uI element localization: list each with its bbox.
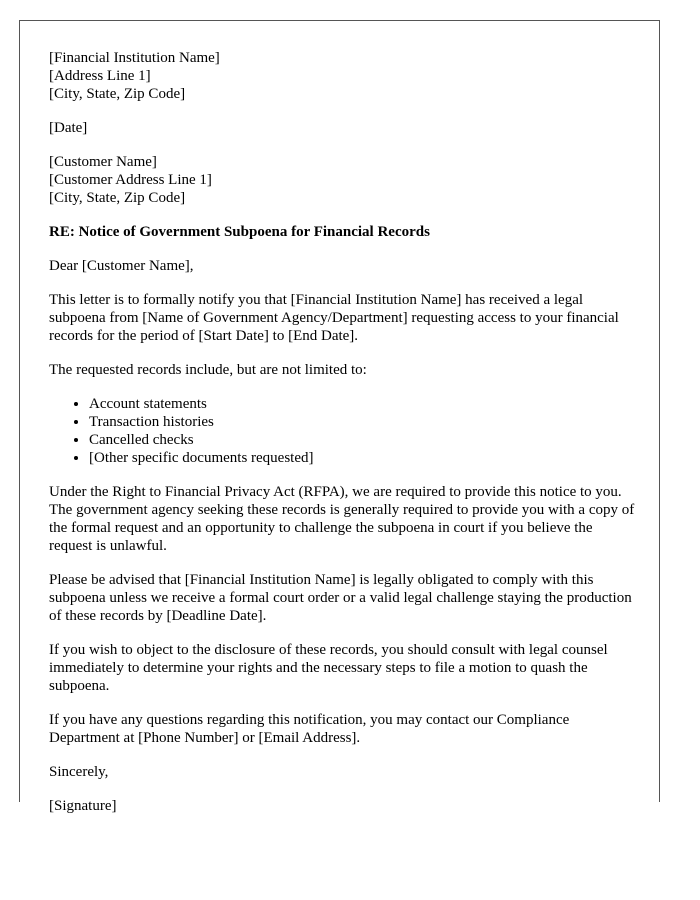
letter-content <box>49 49 639 815</box>
body-paragraph-5: If you wish to object to the disclosure of these records, you should consult with legal counsel immediately to determine your rights and the necessary steps to file a motion to quash the subpoena. <box>49 642 608 694</box>
letter-date: [Date] <box>49 120 88 136</box>
recipient-city-state-zip: [City, State, Zip Code] <box>49 190 186 206</box>
closing: Sincerely, <box>49 764 109 780</box>
body-paragraph-2: The requested records include, but are not limited to: <box>49 362 367 378</box>
sender-city-state-zip: [City, State, Zip Code] <box>49 86 186 102</box>
subject-line: RE: Notice of Government Subpoena for Financial Records <box>49 224 430 240</box>
list-item: • [Other specific documents requested] <box>89 449 639 467</box>
list-item: • Account statements <box>89 395 639 413</box>
sender-address-line1: [Address Line 1] <box>49 68 151 84</box>
body-paragraph-3: Under the Right to Financial Privacy Act (RFPA), we are required to provide this notice to you. The government agency seeking these records is generally required to provide you with a copy of the formal request and an opportunity to challenge the subpoena in court if you believe the request is unlawful. <box>49 484 635 554</box>
sender-address <box>49 49 639 103</box>
signature: [Signature] <box>49 798 117 814</box>
recipient-address <box>49 153 639 207</box>
body-paragraph-6: If you have any questions regarding this notification, you may contact our Compliance Department at [Phone Number] or [Email Address]. <box>49 712 570 746</box>
letter-page <box>19 20 660 814</box>
list-item: • Transaction histories <box>89 413 639 431</box>
recipient-address-line1: [Customer Address Line 1] <box>49 172 212 188</box>
sender-name: [Financial Institution Name] <box>49 50 220 66</box>
records-list <box>49 395 639 467</box>
body-paragraph-1: This letter is to formally notify you that [Financial Institution Name] has received a legal subpoena from [Name of Government Agency/Department] requesting access to your financial records for the period of [Start Date] to [End Date]. <box>49 292 619 344</box>
recipient-name: [Customer Name] <box>49 154 157 170</box>
list-item: • Cancelled checks <box>89 431 639 449</box>
body-paragraph-4: Please be advised that [Financial Institution Name] is legally obligated to comply with this subpoena unless we receive a formal court order or a valid legal challenge staying the production of these records by [Deadline Date]. <box>49 572 632 624</box>
salutation: Dear [Customer Name], <box>49 258 194 274</box>
